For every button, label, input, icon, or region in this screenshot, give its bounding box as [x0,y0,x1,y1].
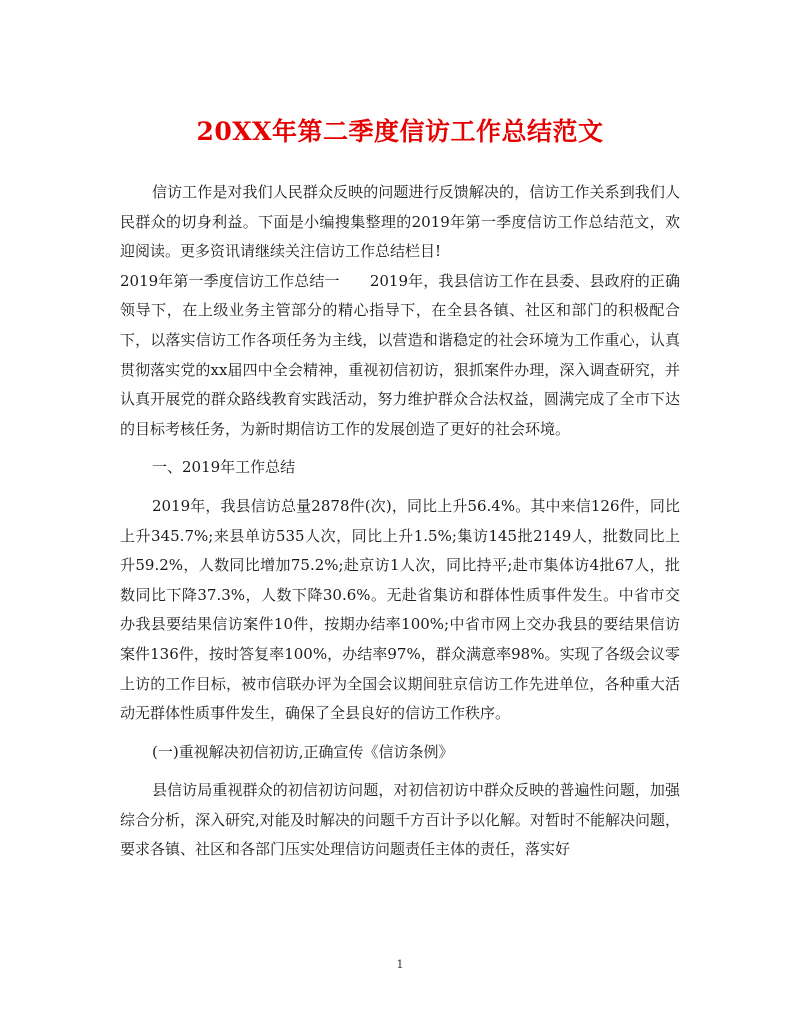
paragraph-summary-one: 2019年第一季度信访工作总结一 2019年，我县信访工作在县委、县政府的正确领导下，在上级业务主管部分的精心指导下，在全县各镇、社区和部门的积极配合下，以落实信访工作各项任务为主线，以营造和谐稳定的社会环境为工作重心，认真贯彻落实党的xx届四中全会精神，重视初信初访，狠抓案件办理，深入调查研究，并认真开展党的群众路线教育实践活动，努力维护群众合法权益，圆满完成了全市下达的目标考核任务，为新时期信访工作的发展创造了更好的社会环境。 [120,271,680,438]
section-heading-2019-summary: 一、2019年工作总结 [152,458,296,477]
document-body [120,178,680,865]
paragraph-intro: 信访工作是对我们人民群众反映的问题进行反馈解决的，信访工作关系到我们人民群众的切身利益。下面是小编搜集整理的2019年第一季度信访工作总结范文，欢迎阅读。更多资讯请继续关注信访工作总结栏目! [120,183,680,261]
paragraph-initial-visits: 县信访局重视群众的初信初访问题，对初信初访中群众反映的普遍性问题，加强综合分析，深入研究,对能及时解决的问题千方百计予以化解。对暂时不能解决问题，要求各镇、社区和各部门压实处理信访问题责任主体的责任，落实好 [120,781,680,859]
page-number: 1 [396,958,404,971]
document-title: 20XX年第二季度信访工作总结范文 [196,117,604,146]
paragraph-statistics: 2019年，我县信访总量2878件(次)，同比上升56.4%。其中来信126件，同比上升345.7%;来县单访535人次，同比上升1.5%;集访145批2149人，批数同比上升59.2%，人数同比增加75.2%;赴京访1人次，同比持平;赴市集体访4批67人，批数同比下降37.3%，人数下降30.6%。无赴省集访和群体性质事件发生。中省市交办我县要结果信访案件10件，按期办结率100%;中省市网上交办我县的要结果信访案件136件，按时答复率100%，办结率97%，群众满意率98%。实现了各级会议零上访的工作目标，被市信联办评为全国会议期间驻京信访工作先进单位，各种重大活动无群体性质事件发生，确保了全县良好的信访工作秩序。 [120,496,680,723]
subsection-heading-initial-visits: (一)重视解决初信初访,正确宣传《信访条例》 [152,742,454,761]
